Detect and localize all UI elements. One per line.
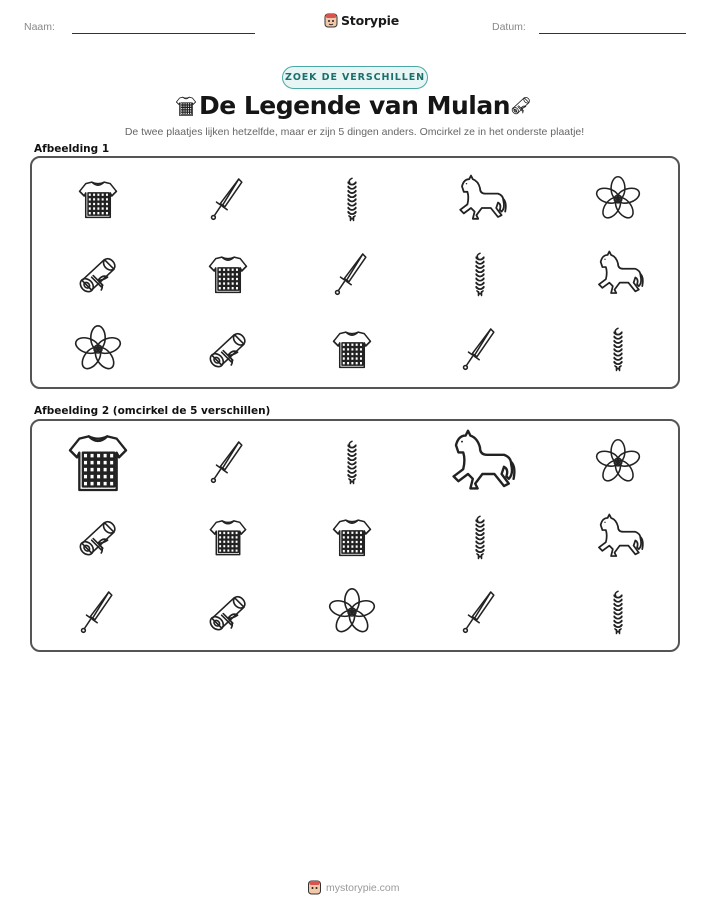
- horse-icon[interactable]: [453, 172, 507, 226]
- sword-icon[interactable]: [329, 251, 375, 297]
- braid-drawing: [329, 439, 375, 485]
- picture-2-label: Afbeelding 2 (omcirkel de 5 verschillen): [34, 405, 271, 417]
- sword-drawing: [457, 326, 503, 372]
- worksheet-type-badge: ZOEK DE VERSCHILLEN: [282, 66, 428, 89]
- braid-icon[interactable]: [457, 251, 503, 297]
- armor-icon[interactable]: [329, 326, 375, 372]
- braid-icon[interactable]: [329, 176, 375, 222]
- braid-icon[interactable]: [595, 589, 641, 635]
- picture-2-grid: [32, 421, 678, 650]
- scroll-icon: [506, 93, 536, 117]
- horse-icon[interactable]: [592, 511, 644, 563]
- armor-icon[interactable]: [206, 515, 250, 559]
- braid-drawing: [457, 514, 503, 560]
- horse-drawing: [592, 511, 644, 563]
- storypie-footer-icon: [307, 880, 322, 895]
- braid-drawing: [457, 251, 503, 297]
- armor-drawing: [75, 176, 121, 222]
- sword-icon[interactable]: [457, 589, 503, 635]
- flower-drawing: [74, 325, 122, 373]
- flower-drawing: [595, 176, 641, 222]
- armor-drawing: [205, 251, 251, 297]
- braid-drawing: [329, 176, 375, 222]
- armor-drawing: [329, 514, 375, 560]
- scroll-drawing: [204, 588, 252, 636]
- picture-1-grid: [32, 158, 678, 387]
- instructions: De twee plaatjes lijken hetzelfde, maar er zijn 5 dingen anders. Omcirkel ze in het onderste plaatje!: [124, 126, 585, 138]
- scroll-icon[interactable]: [74, 250, 122, 298]
- footer: [307, 880, 400, 895]
- horse-icon[interactable]: [592, 248, 644, 300]
- flower-drawing: [328, 588, 376, 636]
- picture-1-panel: [30, 156, 680, 389]
- sword-icon[interactable]: [75, 589, 121, 635]
- flower-icon[interactable]: [595, 176, 641, 222]
- armor-drawing: [329, 326, 375, 372]
- horse-drawing: [444, 426, 516, 498]
- armor-icon[interactable]: [205, 251, 251, 297]
- armor-drawing: [63, 427, 133, 497]
- name-field[interactable]: [72, 33, 255, 34]
- braid-icon[interactable]: [595, 326, 641, 372]
- picture-1-label: Afbeelding 1: [34, 143, 110, 155]
- braid-drawing: [595, 326, 641, 372]
- date-field[interactable]: [539, 33, 686, 34]
- picture-2-panel[interactable]: [30, 419, 680, 652]
- flower-icon[interactable]: [328, 588, 376, 636]
- name-label: Naam:: [24, 21, 55, 33]
- armor-drawing: [206, 515, 250, 559]
- scroll-drawing: [204, 325, 252, 373]
- sword-drawing: [205, 439, 251, 485]
- armor-icon[interactable]: [63, 427, 133, 497]
- armor-icon[interactable]: [329, 514, 375, 560]
- sword-drawing: [329, 251, 375, 297]
- horse-drawing: [453, 172, 507, 226]
- sword-icon[interactable]: [205, 176, 251, 222]
- sword-drawing: [457, 589, 503, 635]
- flower-icon[interactable]: [74, 325, 122, 373]
- logo-text: Storypie: [341, 13, 399, 28]
- sword-icon[interactable]: [205, 439, 251, 485]
- horse-drawing: [592, 248, 644, 300]
- date-label: Datum:: [492, 21, 526, 33]
- braid-drawing: [595, 589, 641, 635]
- storypie-logo: [324, 13, 399, 28]
- scroll-icon[interactable]: [74, 513, 122, 561]
- storypie-logo-icon: [324, 13, 338, 28]
- braid-icon[interactable]: [457, 514, 503, 560]
- scroll-icon[interactable]: [204, 588, 252, 636]
- flower-drawing: [595, 439, 641, 485]
- page-title: De Legende van Mulan: [198, 91, 511, 120]
- armor-icon[interactable]: [75, 176, 121, 222]
- sword-drawing: [205, 176, 251, 222]
- sword-icon[interactable]: [457, 326, 503, 372]
- sword-drawing: [75, 589, 121, 635]
- scroll-icon[interactable]: [204, 325, 252, 373]
- scroll-drawing: [74, 513, 122, 561]
- flower-icon[interactable]: [595, 439, 641, 485]
- footer-website: mystorypie.com: [326, 881, 400, 894]
- braid-icon[interactable]: [329, 439, 375, 485]
- horse-icon[interactable]: [444, 426, 516, 498]
- scroll-drawing: [74, 250, 122, 298]
